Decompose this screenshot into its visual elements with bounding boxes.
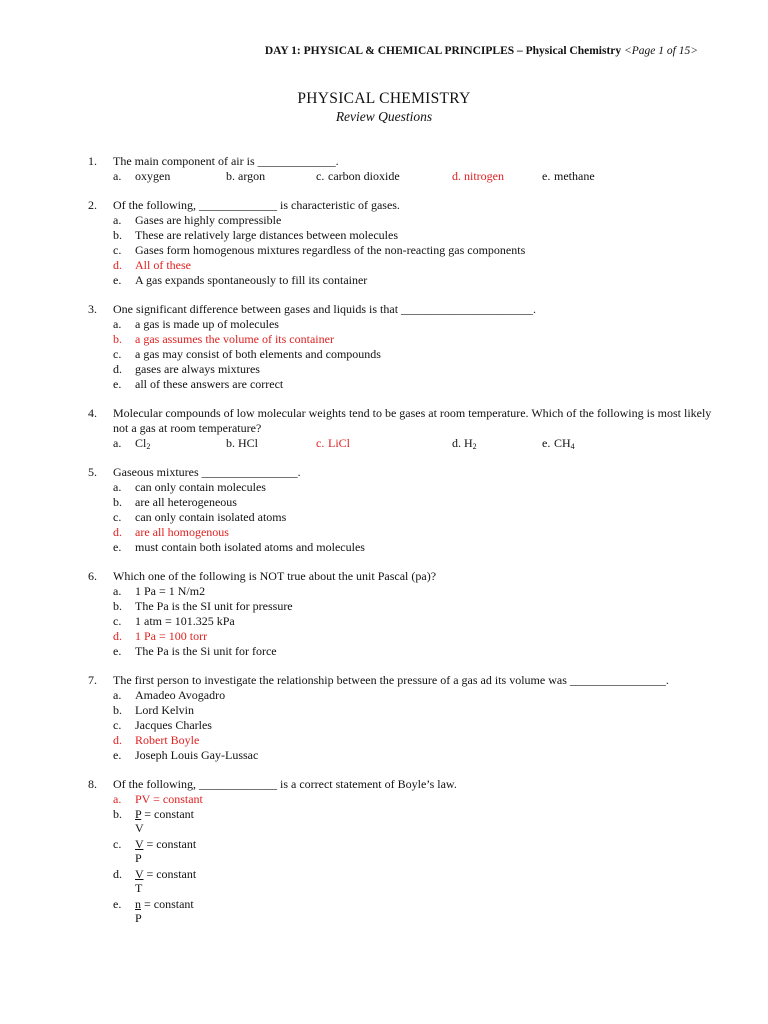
option-a: a. can only contain molecules [113,480,266,494]
question-text: Of the following, _____________ is characteristic of gases. [113,198,400,212]
question-text: Of the following, _____________ is a correct statement of Boyle’s law. [113,777,457,791]
option-e: e. The Pa is the Si unit for force [113,644,277,658]
option-d-correct: d. 1 Pa = 100 torr [113,629,208,643]
question-number: 7. [88,673,97,687]
question-number: 1. [88,154,97,168]
option-letter: e. [542,436,551,450]
question-4 [0,406,768,451]
option-d-correct: d. All of these [113,258,191,272]
question-number: 5. [88,465,97,479]
option-b: argon [238,169,266,183]
page-header [265,45,698,57]
header-page-number: <Page 1 of 15> [624,45,698,57]
option-a: oxygen [135,169,171,183]
option-letter: e. [542,169,551,183]
question-list [0,154,768,939]
option-letter: c. [316,169,325,183]
option-e: e. Joseph Louis Gay-Lussac [113,748,259,762]
question-text: The first person to investigate the relationship between the pressure of a gas ad its volume was ________________. [113,673,669,687]
question-text: One significant difference between gases and liquids is that ______________________. [113,302,537,316]
option-b: b. These are relatively large distances between molecules [113,228,398,242]
header-title: DAY 1: PHYSICAL & CHEMICAL PRINCIPLES – Physical Chemistry [264,45,622,57]
option-e: methane [554,169,595,183]
question-number: 2. [88,198,97,212]
option-a: a. Gases are highly compressible [113,213,282,227]
question-number: 6. [88,569,97,583]
option-b: b. P = constant V [113,807,194,835]
option-a: $Cl_2$ [135,436,151,451]
question-text: The main component of air is _____________. [113,154,339,168]
option-b: b. are all heterogeneous [113,495,237,509]
question-text: Which one of the following is NOT true about the unit Pascal (pa)? [113,569,437,583]
option-b-correct: b. a gas assumes the volume of its container [113,332,334,346]
option-b: HCl [238,436,259,450]
option-d: $H_2$ [464,436,477,451]
option-letter: c. [316,436,325,450]
option-letter: a. [113,436,122,450]
option-c-correct: LiCl [328,436,351,450]
question-number: 3. [88,302,97,316]
option-d-correct: d. are all homogenous [113,525,229,539]
question-2 [0,198,768,288]
option-letter: a. [113,169,122,183]
option-letter: b. [226,169,235,183]
option-d: d. gases are always mixtures [113,362,260,376]
option-c: c. a gas may consist of both elements and compounds [113,347,381,361]
option-e: e. n = constant P [113,897,194,925]
question-3 [0,302,768,392]
document-title: PHYSICAL CHEMISTRY [297,90,471,107]
option-b: b. The Pa is the SI unit for pressure [113,599,293,613]
option-c: c. Jacques Charles [113,718,212,732]
question-text: Gaseous mixtures ________________. [113,465,301,479]
option-c: carbon dioxide [328,169,400,183]
option-b: b. Lord Kelvin [113,703,194,717]
option-e: e. must contain both isolated atoms and molecules [113,540,365,554]
option-d: d. V = constant T [113,867,197,895]
option-a-correct: a. PV = constant [113,792,203,806]
question-8 [0,777,768,925]
question-5 [0,465,768,555]
option-e: e. A gas expands spontaneously to fill its container [113,273,368,287]
option-c: c. can only contain isolated atoms [113,510,287,524]
question-number: 8. [88,777,97,791]
option-c: c. 1 atm = 101.325 kPa [113,614,235,628]
option-a: a. Amadeo Avogadro [113,688,226,702]
question-text: Molecular compounds of low molecular weights tend to be gases at room temperature. Which of the following is most likely not a gas at room temperature? [113,406,712,435]
option-d-correct: nitrogen [464,169,504,183]
option-a: a. a gas is made up of molecules [113,317,279,331]
option-letter: d. [452,169,461,183]
option-c: c. V = constant P [113,837,197,865]
option-d-correct: d. Robert Boyle [113,733,200,747]
option-e: $CH_4$ [554,436,575,451]
option-c: c. Gases form homogenous mixtures regardless of the non-reacting gas components [113,243,526,257]
question-6 [0,569,768,659]
question-number: 4. [88,406,97,420]
question-1 [0,154,768,184]
option-letter: b. [226,436,235,450]
question-7 [0,673,768,763]
option-a: a. 1 Pa = 1 N/m2 [113,584,206,598]
option-e: e. all of these answers are correct [113,377,284,391]
option-letter: d. [452,436,461,450]
document-subtitle: Review Questions [335,109,433,124]
